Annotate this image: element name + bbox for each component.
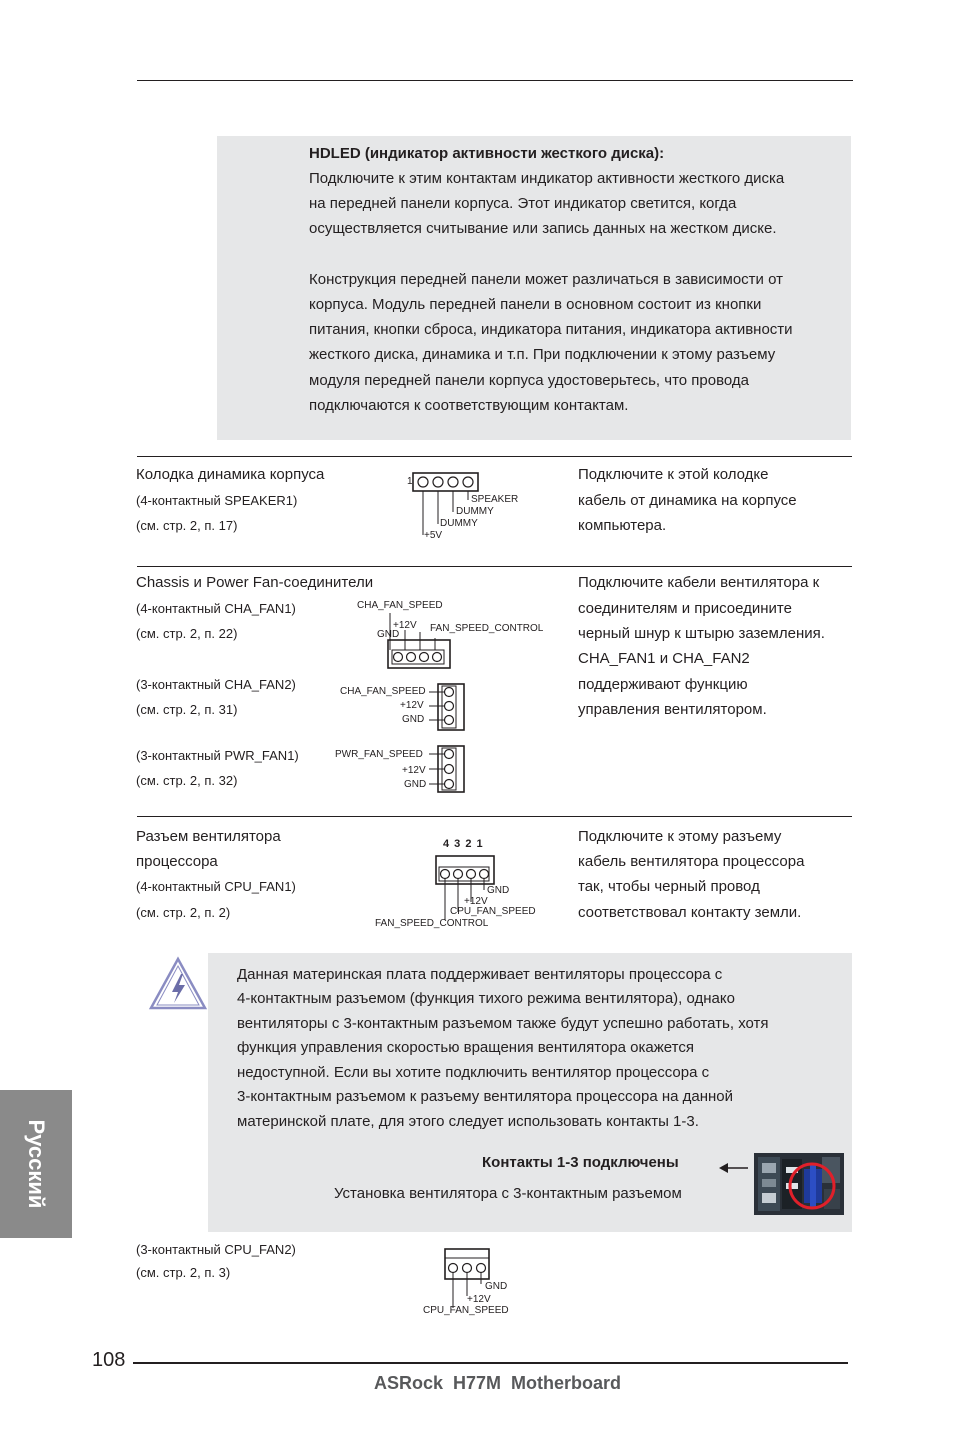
note-line: недоступной. Если вы хотите подключить вентилятор процессора с bbox=[237, 1064, 710, 1081]
section-rule bbox=[137, 816, 852, 817]
cpu-desc-line: так, чтобы черный провод bbox=[578, 878, 760, 895]
install-caption: Установка вентилятора с 3-контактным разъемом bbox=[334, 1185, 682, 1202]
chassis-desc-line: Подключите кабели вентилятора к bbox=[578, 574, 820, 591]
speaker-desc-line: компьютера. bbox=[578, 517, 667, 534]
cpu-fan2-pin-label: CPU_FAN_SPEED bbox=[423, 1305, 509, 1316]
speaker-desc-line: кабель от динамика на корпусе bbox=[578, 492, 797, 509]
cha-fan2-diagram bbox=[420, 682, 470, 732]
chassis-desc-line: управления вентилятором. bbox=[578, 701, 767, 718]
section-rule bbox=[137, 456, 852, 457]
chassis-desc-line: поддерживают функцию bbox=[578, 676, 748, 693]
pwr-fan1-pin-label: PWR_FAN_SPEED bbox=[335, 749, 423, 760]
cha-fan1-pin-label: CHA_FAN_SPEED bbox=[357, 600, 443, 611]
section-rule bbox=[137, 566, 852, 567]
chassis-desc-line: черный шнур к штырю заземления. bbox=[578, 625, 825, 642]
cpu-fan-title: процессора bbox=[136, 853, 218, 870]
speaker-title: Колодка динамика корпуса bbox=[136, 466, 325, 483]
note-line: вентиляторы с 3-контактным разъемом также будут успешно работать, хотя bbox=[237, 1015, 769, 1032]
footer-rule bbox=[133, 1362, 848, 1364]
cpu-fan-title: Разъем вентилятора bbox=[136, 828, 281, 845]
header-rule bbox=[137, 80, 853, 81]
cpu-fan2-pin-label: +12V bbox=[467, 1294, 491, 1305]
cha-fan2-pin-label: +12V bbox=[400, 700, 424, 711]
cha-fan1-pin-label: GND bbox=[377, 629, 400, 640]
pwr-fan1-page-ref: (см. стр. 2, п. 32) bbox=[136, 773, 238, 788]
note-line: Данная материнская плата поддерживает вентиляторы процессора с bbox=[237, 966, 723, 983]
note-line: 4-контактным разъемом (функция тихого режима вентилятора), однако bbox=[237, 990, 735, 1007]
hdled-text-line: подключаются к соответствующим контактам. bbox=[309, 397, 629, 414]
cha-fan1-pin-label: FAN_SPEED_CONTROL bbox=[430, 623, 544, 634]
cpu-fan1-pin-label: GND bbox=[487, 885, 510, 896]
cpu-fan1-pin-label: FAN_SPEED_CONTROL bbox=[375, 918, 489, 929]
speaker-subtitle: (4-контактный SPEAKER1) bbox=[136, 493, 298, 508]
cpu-fan2-page-ref: (см. стр. 2, п. 3) bbox=[136, 1265, 231, 1280]
cpu-fan1-pin-label: CPU_FAN_SPEED bbox=[450, 906, 536, 917]
cpu-fan1-page-ref: (см. стр. 2, п. 2) bbox=[136, 905, 231, 920]
language-tab-label: Русский bbox=[24, 1119, 49, 1209]
note-line: материнской плате, для этого следует использовать контакты 1-3. bbox=[237, 1113, 699, 1130]
note-line: функция управления скоростью вращения вентилятора окажется bbox=[237, 1039, 694, 1056]
speaker-page-ref: (см. стр. 2, п. 17) bbox=[136, 518, 238, 533]
cpu-fan2-pin-label: GND bbox=[485, 1281, 508, 1292]
cpu-fan2-label: (3-контактный CPU_FAN2) bbox=[136, 1242, 296, 1257]
page-number: 108 bbox=[92, 1349, 126, 1371]
hdled-heading: HDLED (индикатор активности жесткого диска): bbox=[309, 145, 665, 162]
hdled-text-line: Подключите к этим контактам индикатор активности жесткого диска bbox=[309, 170, 785, 187]
speaker-pin-label: SPEAKER bbox=[471, 494, 519, 505]
language-tab bbox=[0, 1090, 72, 1238]
cha-fan1-page-ref: (см. стр. 2, п. 22) bbox=[136, 626, 238, 641]
cpu-desc-line: кабель вентилятора процессора bbox=[578, 853, 805, 870]
chassis-desc-line: соединителям и присоедините bbox=[578, 600, 792, 617]
speaker-pin-label: DUMMY bbox=[440, 518, 478, 529]
pwr-fan1-pin-label: +12V bbox=[402, 765, 426, 776]
hdled-text-line: на передней панели корпуса. Этот индикатор светится, когда bbox=[309, 195, 737, 212]
cpu-fan1-pin-label: +12V bbox=[464, 896, 488, 907]
cpu-fan1-label: (4-контактный CPU_FAN1) bbox=[136, 879, 296, 894]
speaker-pin-label: DUMMY bbox=[456, 506, 494, 517]
pins-connected-caption: Контакты 1-3 подключены bbox=[482, 1154, 679, 1171]
cpu-desc-line: Подключите к этому разъему bbox=[578, 828, 782, 845]
pwr-fan1-label: (3-контактный PWR_FAN1) bbox=[136, 748, 299, 763]
cha-fan1-diagram bbox=[380, 610, 460, 672]
chassis-title: Chassis и Power Fan-соединители bbox=[136, 574, 374, 591]
pwr-fan1-pin-label: GND bbox=[404, 779, 427, 790]
speaker-desc-line: Подключите к этой колодке bbox=[578, 466, 769, 483]
cha-fan2-pin-label: GND bbox=[402, 714, 425, 725]
cha-fan2-page-ref: (см. стр. 2, п. 31) bbox=[136, 702, 238, 717]
hdled-text-line: жесткого диска, динамика и т.п. При подключении к этому разъему bbox=[309, 346, 776, 363]
speaker-pin-label: +5V bbox=[424, 530, 443, 541]
cha-fan1-label: (4-контактный CHA_FAN1) bbox=[136, 601, 296, 616]
hdled-text-line: осуществляется считывание или запись данных на жестком диске. bbox=[309, 220, 777, 237]
fan-connector-photo bbox=[754, 1153, 844, 1215]
speaker-pin1-label: 1 bbox=[407, 476, 413, 487]
note-line: 3-контактным разъемом к разъему вентилятора процессора на данной bbox=[237, 1088, 734, 1105]
chassis-desc-line: CHA_FAN1 и CHA_FAN2 bbox=[578, 650, 750, 667]
arrow-left-icon bbox=[718, 1161, 750, 1175]
warning-icon bbox=[148, 956, 208, 1012]
cpu-desc-line: соответствовал контакту земли. bbox=[578, 904, 802, 921]
hdled-text-line: Конструкция передней панели может различаться в зависимости от bbox=[309, 271, 783, 288]
cpu-fan1-pin-numbers: 4 3 2 1 bbox=[443, 838, 484, 850]
cha-fan2-label: (3-контактный CHA_FAN2) bbox=[136, 677, 296, 692]
cha-fan1-pin-label: +12V bbox=[393, 620, 417, 631]
pwr-fan1-diagram bbox=[420, 744, 470, 794]
hdled-text-line: корпуса. Модуль передней панели в основном состоит из кнопки bbox=[309, 296, 762, 313]
footer-product-name: ASRock H77M Motherboard bbox=[374, 1373, 622, 1393]
hdled-text-line: модуля передней панели корпуса удостоверьтесь, что провода bbox=[309, 372, 750, 389]
hdled-text-line: питания, кнопки сброса, индикатора питания, индикатора активности bbox=[309, 321, 793, 338]
cha-fan2-pin-label: CHA_FAN_SPEED bbox=[340, 686, 426, 697]
